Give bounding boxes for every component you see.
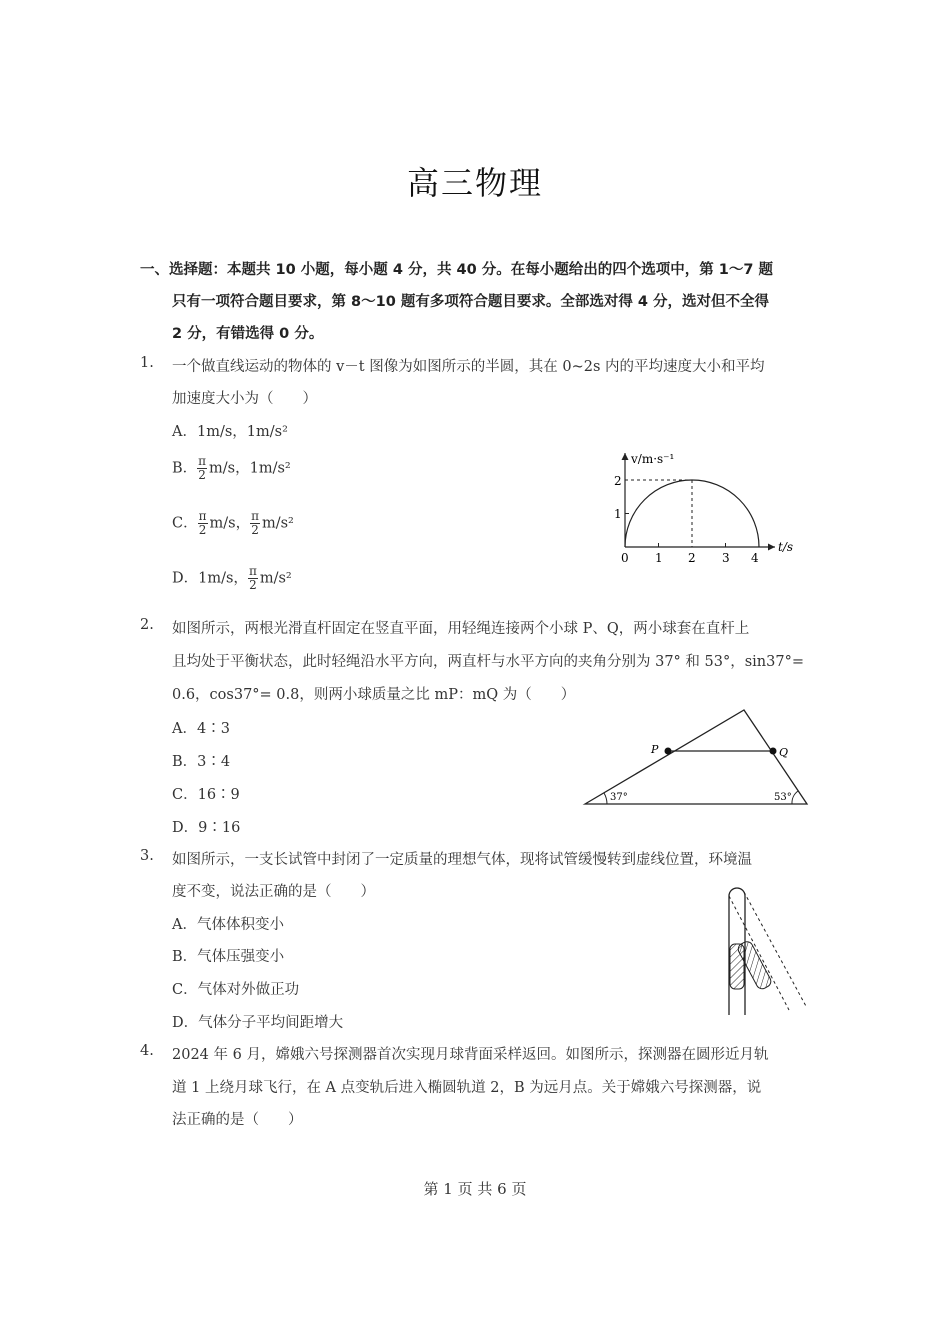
x-tick-label: 4: [751, 551, 759, 565]
page-title: 高三物理: [406, 164, 543, 202]
label-p: P: [651, 743, 659, 756]
pi-over-two-fraction: [248, 565, 258, 592]
test-tube-figure: [715, 880, 825, 1020]
fraction-denominator: 2: [251, 523, 259, 537]
question-1-option-d: [172, 565, 292, 592]
fraction-numerator: π: [198, 509, 207, 523]
question-3-line1: 如图所示，一支长试管中封闭了一定质量的理想气体，现将试管缓慢转到虚线位置，环境温: [172, 852, 752, 868]
question-3-option-a: A．气体体积变小: [172, 917, 284, 933]
y-tick-label: 2: [614, 474, 622, 488]
page-footer: 第 1 页 共 6 页: [423, 1180, 527, 1198]
question-2-option-c: C．16∶9: [172, 787, 240, 803]
rods-triangle-figure: [575, 700, 820, 815]
angle-arc-left: [604, 793, 607, 804]
question-3-option-c: C．气体对外做正功: [172, 982, 300, 998]
question-4-line2: 道 1 上绕月球飞行，在 A 点变轨后进入椭圆轨道 2，B 为远月点。关于嫦娥六号探测器，说: [172, 1080, 762, 1096]
y-axis-label: v/m·s⁻¹: [631, 452, 675, 466]
angle-arc-right: [792, 791, 798, 804]
question-3-option-b: B．气体压强变小: [172, 949, 285, 965]
question-4-number: 4.: [140, 1043, 154, 1059]
y-tick-label: 1: [614, 507, 622, 521]
rods-triangle: [585, 710, 807, 804]
ball-q: [770, 748, 777, 755]
question-3-number: 3.: [140, 848, 154, 864]
question-2-number: 2.: [140, 617, 154, 633]
fraction-numerator: π: [251, 509, 259, 523]
question-3-option-d: D．气体分子平均间距增大: [172, 1015, 344, 1031]
fraction-denominator: 2: [198, 523, 207, 537]
section-heading-line2: 只有一项符合题目要求，第 8～10 题有多项符合题目要求。全部选对得 4 分，选对但不全得: [172, 294, 770, 310]
question-2-option-b: B．3∶4: [172, 754, 231, 770]
question-2-line3: 0.6，cos37°= 0.8，则两小球质量之比 mP：mQ 为（ ）: [172, 687, 576, 703]
option-d-rest: m/s²: [259, 570, 292, 587]
question-4-line3: 法正确的是（ ）: [172, 1112, 303, 1128]
option-c-mid: m/s，: [209, 515, 251, 532]
question-2-option-d: D．9∶16: [172, 820, 241, 836]
option-c-rest: m/s²: [261, 515, 294, 532]
fraction-numerator: π: [248, 564, 257, 578]
option-b-label: B．: [172, 460, 198, 477]
x-axis-label: t/s: [778, 540, 794, 554]
pi-over-two-fraction: [250, 510, 260, 537]
option-d-label: D．1m/s，: [172, 570, 248, 587]
x-tick-label: 3: [722, 551, 730, 565]
question-4-line1: 2024 年 6 月，嫦娥六号探测器首次实现月球背面采样返回。如图所示，探测器在圆形近月轨: [172, 1047, 769, 1063]
section-heading-line1: 一、选择题：本题共 10 小题，每小题 4 分，共 40 分。在每小题给出的四个选项中，第 1～7 题: [140, 262, 774, 278]
x-tick-label: 2: [688, 551, 696, 565]
question-1-number: 1.: [140, 355, 154, 371]
question-1-option-c: [172, 510, 294, 537]
question-2-line1: 如图所示，两根光滑直杆固定在竖直平面，用轻绳连接两个小球 P、Q，两小球套在直杆上: [172, 621, 750, 637]
section-heading-line3: 2 分，有错选得 0 分。: [172, 326, 324, 342]
question-2-line2: 且均处于平衡状态，此时轻绳沿水平方向，两直杆与水平方向的夹角分别为 37° 和 53°，sin37°=: [172, 654, 804, 670]
pi-over-two-fraction: [198, 510, 208, 537]
x-tick-label: 1: [655, 551, 663, 565]
option-b-rest: m/s，1m/s²: [209, 460, 291, 477]
question-1-line1: 一个做直线运动的物体的 v－t 图像为如图所示的半圆，其在 0~2s 内的平均速度大小和平均: [172, 359, 765, 375]
fraction-numerator: π: [198, 454, 207, 468]
option-c-label: C．: [172, 515, 198, 532]
x-tick-label: 0: [621, 551, 629, 565]
pi-over-two-fraction: [197, 455, 207, 482]
question-3-line2: 度不变，说法正确的是（ ）: [172, 884, 375, 900]
fraction-denominator: 2: [249, 578, 257, 592]
question-2-option-a: A．4∶3: [172, 721, 230, 737]
angle-label-left: 37°: [610, 792, 628, 803]
question-1-option-b: [172, 455, 291, 482]
angle-label-right: 53°: [774, 792, 792, 803]
ball-p: [665, 748, 672, 755]
label-q: Q: [779, 746, 789, 759]
vt-graph: [600, 445, 810, 570]
question-1-option-a: A．1m/s，1m/s²: [172, 424, 288, 440]
question-1-line2: 加速度大小为（ ）: [172, 391, 317, 407]
fraction-denominator: 2: [198, 468, 206, 482]
